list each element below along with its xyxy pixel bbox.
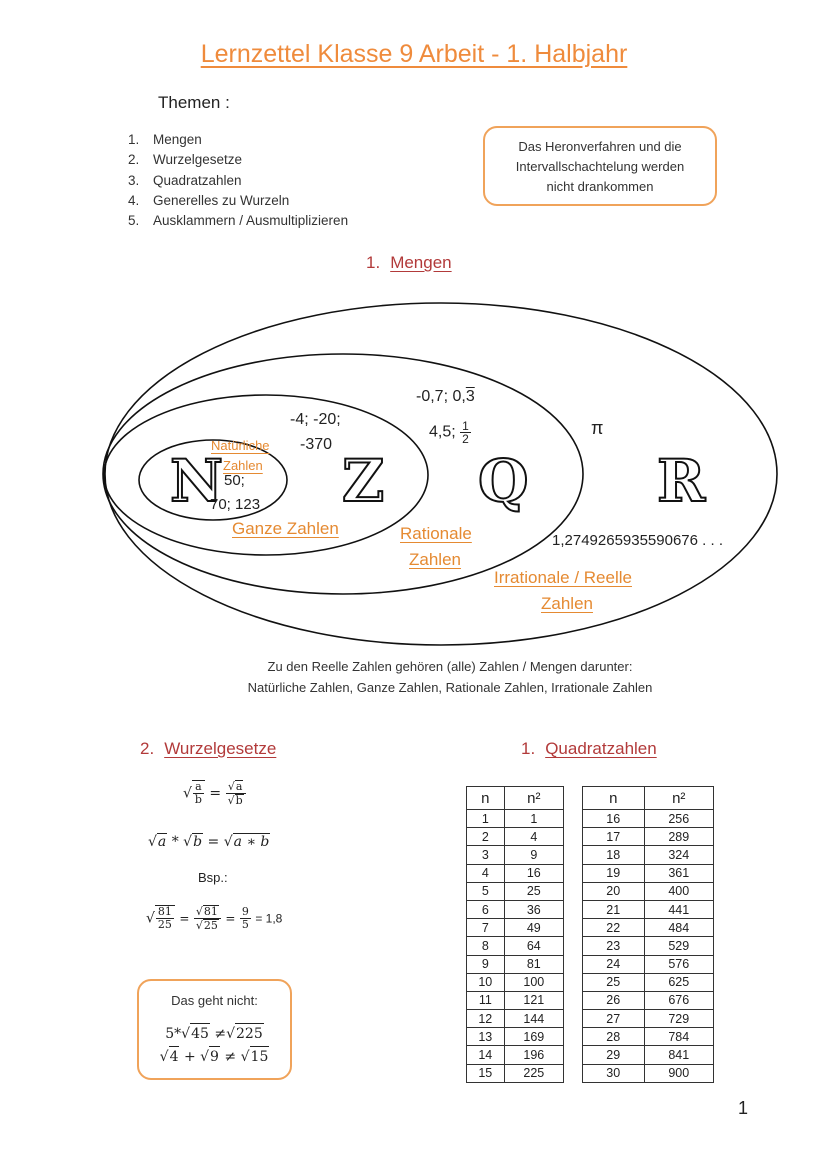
cell-n-squared: 400 [644,882,714,900]
table-row [583,864,714,882]
column-header-n2: n² [644,787,714,810]
cell-n-squared: 361 [644,864,714,882]
irrational-example: 1,2749265935590676 . . . [552,532,723,549]
cell-n: 1 [467,810,505,828]
cell-n-squared: 729 [644,1010,714,1028]
wurzelgesetze-heading: 2. Wurzelgesetze [140,739,277,758]
table-row [583,919,714,937]
column-header-n: n [467,787,505,810]
cell-n-squared: 100 [504,973,563,991]
cell-n: 28 [583,1028,645,1046]
cell-n-squared: 169 [504,1028,563,1046]
cell-n: 12 [467,1010,505,1028]
cell-n-squared: 289 [644,828,714,846]
table-row [583,1064,714,1082]
table-row [583,846,714,864]
q-example-2: 4,5; $\frac{1}{2}$ [429,419,469,446]
table-row [467,973,564,991]
table-row [583,1010,714,1028]
rationale-label-line1: Rationale [400,524,472,543]
table-row [583,882,714,900]
cell-n-squared: 625 [644,973,714,991]
themen-item: 4. Generelles zu Wurzeln [128,192,290,208]
not-example-2: √4 + √9 ≠ √15 [139,1046,290,1067]
cell-n: 18 [583,846,645,864]
bsp-label: Bsp.: [198,870,228,885]
z-example-1: -4; -20; [290,411,341,428]
pi-symbol: π [591,418,604,438]
cell-n-squared: 36 [504,900,563,918]
cell-n: 24 [583,955,645,973]
themen-item: 2. Wurzelgesetze [128,152,243,168]
cell-n: 30 [583,1064,645,1082]
cell-n-squared: 676 [644,991,714,1009]
cell-n: 13 [467,1028,505,1046]
cell-n: 27 [583,1010,645,1028]
quadratzahlen-table-left [466,786,564,1083]
cell-n: 10 [467,973,505,991]
wurzel-example: √ $\frac{81}{25}$ = $\frac{√81}{√25}$ = $\frac{9}{5}$ = 1,8 [146,905,283,932]
cell-n: 23 [583,937,645,955]
cell-n-squared: 121 [504,991,563,1009]
themen-item: 1. Mengen [128,132,202,147]
cell-n-squared: 784 [644,1028,714,1046]
not-example-1: 5*√45 ≠√225 [139,1023,290,1044]
cell-n: 2 [467,828,505,846]
mengen-paragraph: Zu den Reelle Zahlen gehören (alle) Zahlen / Mengen darunter: Natürliche Zahlen, Ganze Zahlen, Rationale Zahlen, Irrationale Zahlen [247,659,653,695]
cell-n: 16 [583,810,645,828]
symbol-z: Z [342,447,385,515]
cell-n-squared: 16 [504,864,563,882]
table-row [467,937,564,955]
heron-callout: Das Heronverfahren und die Intervallschachtelung werden nicht drankommen [483,126,717,206]
cell-n-squared: 196 [504,1046,563,1064]
quadratzahlen-heading: 1. Quadratzahlen [521,739,657,758]
rationale-label-line2: Zahlen [409,550,461,569]
cell-n-squared: 144 [504,1010,563,1028]
table-row [467,1064,564,1082]
table-row [467,919,564,937]
table-row [467,900,564,918]
table-row [583,955,714,973]
symbol-r: R [657,447,706,515]
themen-list [128,130,348,231]
themen-item: 3. Quadratzahlen [128,172,242,188]
cell-n-squared: 25 [504,882,563,900]
z-example-2: -370 [300,436,333,453]
cell-n-squared: 81 [504,955,563,973]
cell-n: 19 [583,864,645,882]
cell-n: 5 [467,882,505,900]
cell-n-squared: 900 [644,1064,714,1082]
wurzel-formula-multiplication: √a * √b = √a ∗ b [148,834,270,850]
irrationale-label-line1: Irrationale / Reelle [494,568,632,587]
table-row [467,1046,564,1064]
wurzel-formula-division: √ $\frac{a}{b}$ = $\frac{√a}{√b}$ [183,780,246,807]
cell-n-squared: 64 [504,937,563,955]
cell-n-squared: 4 [504,828,563,846]
cell-n: 15 [467,1064,505,1082]
cell-n-squared: 49 [504,919,563,937]
table-row [583,937,714,955]
n-example-2: 70; 123 [210,496,261,513]
das-geht-nicht-callout: Das geht nicht: 5*√45 ≠√225 √4 + √9 ≠ √15 [137,979,292,1080]
cell-n: 4 [467,864,505,882]
cell-n: 20 [583,882,645,900]
natuerliche-label-line2: Zahlen [223,458,263,473]
cell-n-squared: 225 [504,1064,563,1082]
cell-n: 29 [583,1046,645,1064]
cell-n: 14 [467,1046,505,1064]
page-number: 1 [737,1098,748,1118]
cell-n: 17 [583,828,645,846]
column-header-n2: n² [504,787,563,810]
cell-n: 3 [467,846,505,864]
table-row [467,846,564,864]
table-row [467,828,564,846]
cell-n: 9 [467,955,505,973]
table-row [583,991,714,1009]
table-row [583,900,714,918]
column-header-n: n [583,787,645,810]
n-example-1: 50; [224,472,245,489]
cell-n: 21 [583,900,645,918]
cell-n: 22 [583,919,645,937]
cell-n-squared: 9 [504,846,563,864]
cell-n-squared: 576 [644,955,714,973]
ganze-zahlen-label: Ganze Zahlen [232,519,339,538]
table-row [467,864,564,882]
cell-n: 7 [467,919,505,937]
table-row [583,973,714,991]
cell-n: 11 [467,991,505,1009]
cell-n-squared: 441 [644,900,714,918]
quadratzahlen-table-right [582,786,714,1083]
table-row [583,828,714,846]
table-row [467,810,564,828]
table-row [467,955,564,973]
table-row [583,810,714,828]
q-example-1: -0,7; 0,3 [416,388,475,405]
table-row [583,1028,714,1046]
symbol-n: N [170,447,224,515]
mengen-heading: 1. Mengen [366,253,452,272]
themen-heading: Themen : [158,93,230,112]
table-row [467,1010,564,1028]
cell-n-squared: 324 [644,846,714,864]
table-row [467,1028,564,1046]
page-title: Lernzettel Klasse 9 Arbeit - 1. Halbjahr [200,40,628,68]
cell-n-squared: 484 [644,919,714,937]
cell-n-squared: 529 [644,937,714,955]
cell-n: 6 [467,900,505,918]
cell-n: 25 [583,973,645,991]
table-row [583,1046,714,1064]
themen-item: 5. Ausklammern / Ausmultiplizieren [128,213,349,229]
table-row [467,882,564,900]
cell-n-squared: 1 [504,810,563,828]
symbol-q: Q [478,447,529,515]
cell-n-squared: 841 [644,1046,714,1064]
natuerliche-label-line1: Natürliche [211,438,270,453]
table-row [467,991,564,1009]
cell-n-squared: 256 [644,810,714,828]
cell-n: 8 [467,937,505,955]
irrationale-label-line2: Zahlen [541,594,593,613]
cell-n: 26 [583,991,645,1009]
